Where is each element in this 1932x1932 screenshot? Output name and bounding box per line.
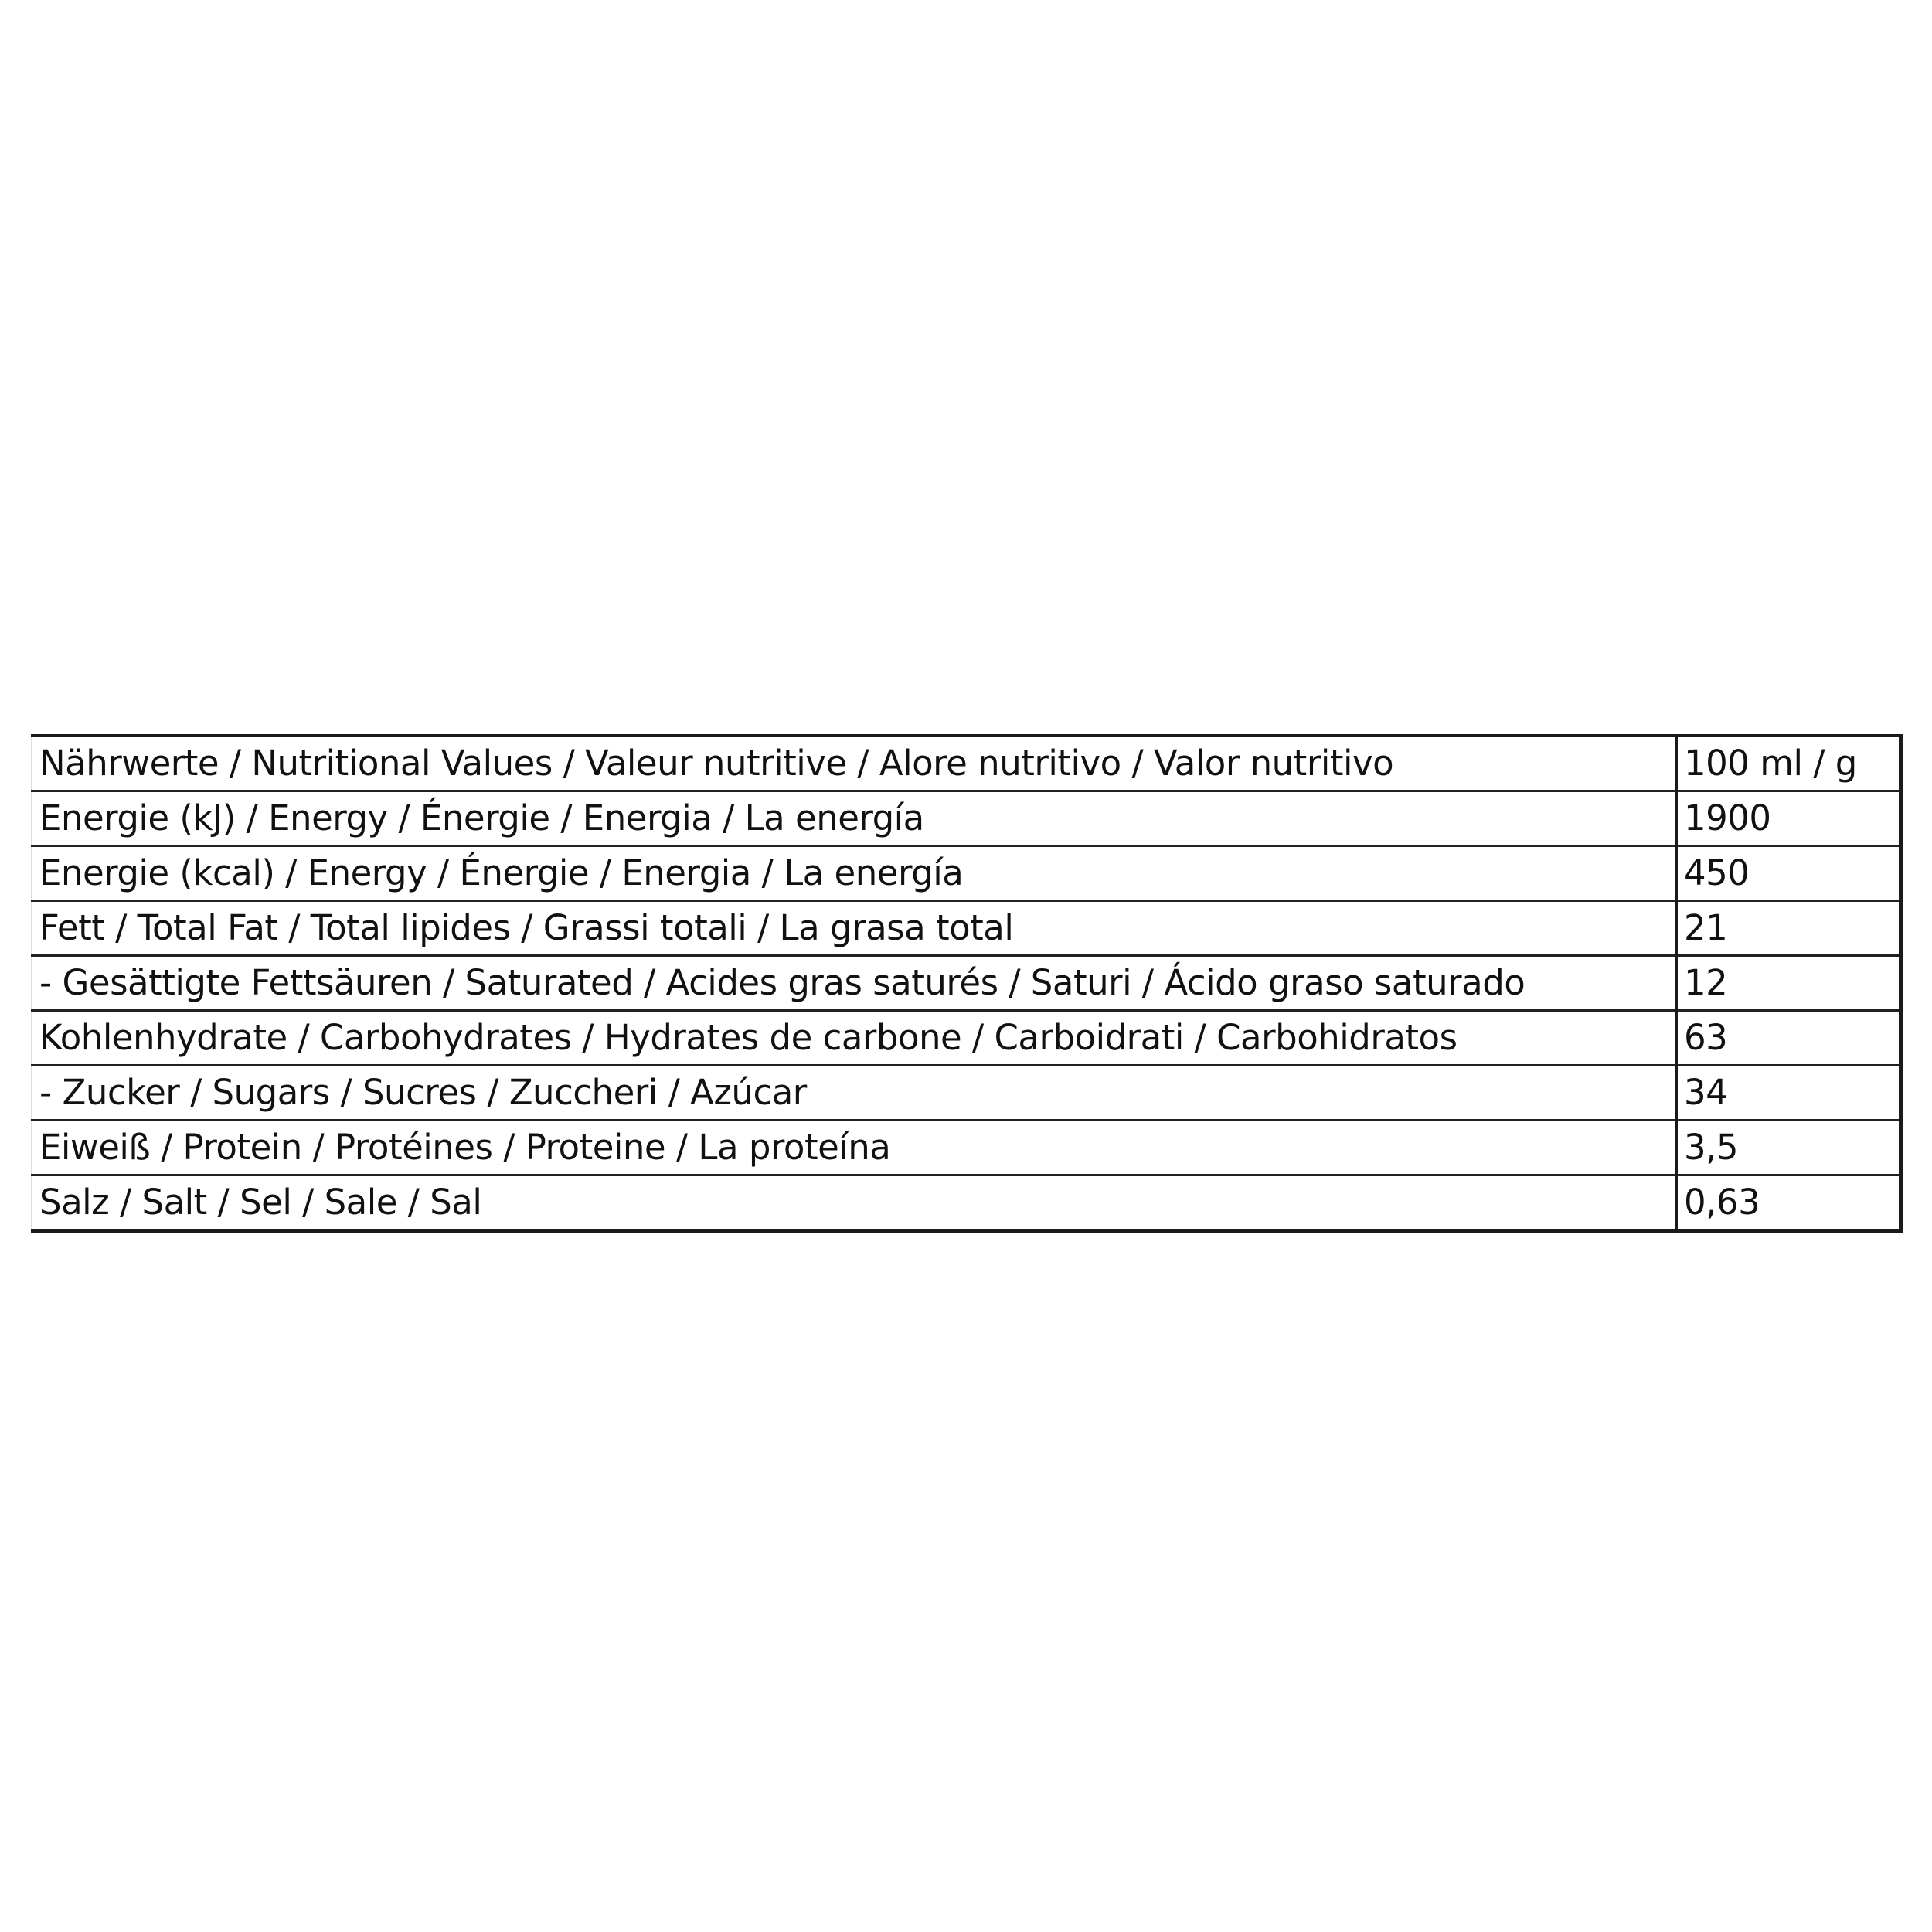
nutrient-label: Salz / Salt / Sel / Sale / Sal xyxy=(32,1175,1676,1232)
nutrient-label: - Zucker / Sugars / Sucres / Zuccheri / Azúcar xyxy=(32,1066,1676,1121)
nutrient-value: 1900 xyxy=(1676,791,1900,846)
table-row xyxy=(32,1066,1900,1121)
table-row xyxy=(32,901,1900,956)
nutrient-value: 12 xyxy=(1676,956,1900,1011)
table-row xyxy=(32,1121,1900,1175)
nutrient-value: 21 xyxy=(1676,901,1900,956)
table-row xyxy=(32,1011,1900,1066)
nutrient-label: Fett / Total Fat / Total lipides / Grassi totali / La grasa total xyxy=(32,901,1676,956)
table-row xyxy=(32,956,1900,1011)
nutrient-value: 3,5 xyxy=(1676,1121,1900,1175)
nutrition-table xyxy=(31,734,1903,1233)
table-row xyxy=(32,791,1900,846)
table-row xyxy=(32,1175,1900,1232)
nutrient-value: 63 xyxy=(1676,1011,1900,1066)
nutrition-table-container xyxy=(31,734,1900,1233)
nutrient-label: Nährwerte / Nutritional Values / Valeur nutritive / Alore nutritivo / Valor nutritivo xyxy=(32,736,1676,791)
nutrient-label: Energie (kJ) / Energy / Énergie / Energia / La energía xyxy=(32,791,1676,846)
table-row xyxy=(32,736,1900,791)
nutrient-value: 100 ml / g xyxy=(1676,736,1900,791)
nutrient-label: Energie (kcal) / Energy / Énergie / Energia / La energía xyxy=(32,846,1676,901)
nutrient-value: 450 xyxy=(1676,846,1900,901)
table-row xyxy=(32,846,1900,901)
nutrient-label: Eiweiß / Protein / Protéines / Proteine / La proteína xyxy=(32,1121,1676,1175)
nutrient-value: 0,63 xyxy=(1676,1175,1900,1232)
nutrient-value: 34 xyxy=(1676,1066,1900,1121)
nutrient-label: - Gesättigte Fettsäuren / Saturated / Acides gras saturés / Saturi / Ácido graso saturado xyxy=(32,956,1676,1011)
nutrient-label: Kohlenhydrate / Carbohydrates / Hydrates de carbone / Carboidrati / Carbohidratos xyxy=(32,1011,1676,1066)
